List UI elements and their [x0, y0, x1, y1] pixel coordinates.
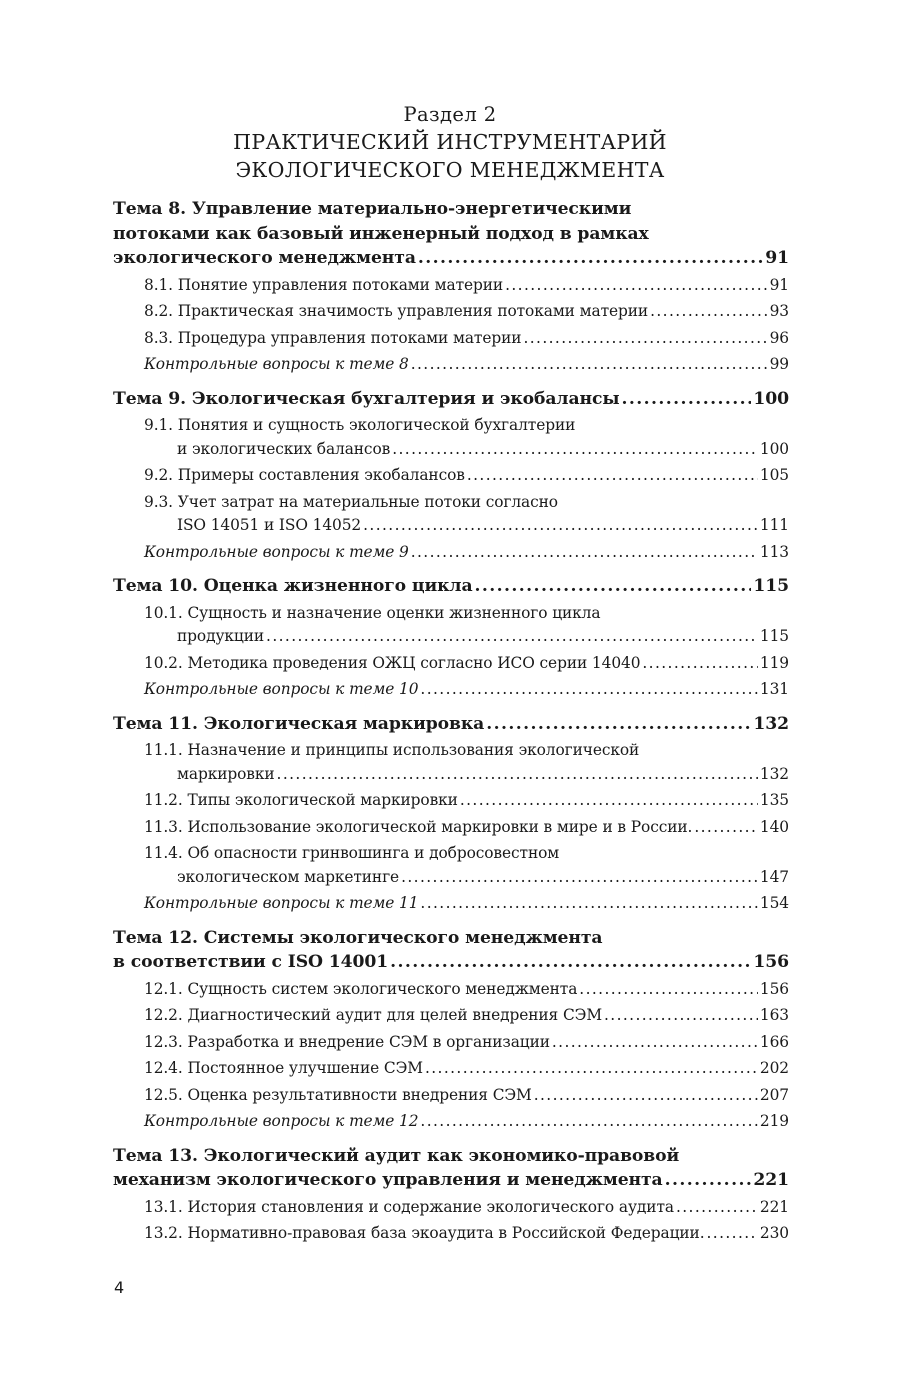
section-label: Раздел 2 [403, 103, 497, 126]
toc-entry-text: 11.2. Типы экологической маркировки [144, 791, 458, 809]
dot-leader [467, 464, 758, 488]
toc-entry-text: 13.1. История становления и содержание экологического аудита [144, 1197, 674, 1216]
topic-title[interactable] [113, 1144, 789, 1193]
dot-leader [390, 950, 751, 975]
topic-title-text: механизм экологического управления и менеджмента [113, 1170, 663, 1190]
dot-leader [579, 978, 758, 1002]
dot-leader [425, 1057, 758, 1081]
toc-entry[interactable] [113, 739, 789, 786]
toc-topic [113, 574, 789, 702]
toc-entry-page-number: 131 [759, 680, 789, 698]
toc-topic [113, 1144, 789, 1246]
toc-entry[interactable] [113, 842, 789, 889]
toc-entry[interactable] [113, 1222, 789, 1246]
toc-entry-last-line [144, 1084, 789, 1108]
toc-entry-last-line [144, 789, 789, 813]
toc-entry-line: 11.1. Назначение и принципы использования экологической [144, 741, 640, 759]
topic-title-last-line [113, 574, 789, 599]
topic-page-number: 91 [765, 248, 789, 268]
toc-review-questions[interactable] [113, 1110, 789, 1134]
toc-entry[interactable] [113, 300, 789, 324]
toc-topic [113, 712, 789, 916]
toc-entry[interactable] [113, 491, 789, 538]
toc-entry-last-line [144, 678, 789, 702]
toc-entry-last-line [144, 1004, 789, 1028]
dot-leader [523, 327, 767, 351]
topic-title-text: Тема 11. Экологическая маркировка [113, 713, 485, 734]
toc-entry-line: 11.4. Об опасности гринвошинга и добросовестном [144, 844, 560, 862]
toc-entry[interactable] [113, 816, 789, 840]
toc-entry-last-line [144, 978, 789, 1002]
toc-entry[interactable] [113, 1196, 789, 1220]
dot-leader [418, 246, 763, 271]
toc-entry-text: Контрольные вопросы к теме 8 [144, 355, 409, 373]
dot-leader [411, 353, 768, 377]
toc-entry-page-number: 147 [759, 867, 789, 886]
topic-title[interactable] [113, 387, 789, 412]
toc-topic [113, 387, 789, 565]
toc-entry-last-line [144, 327, 789, 351]
toc-entry-last-line [144, 514, 789, 538]
dot-leader [460, 789, 758, 813]
topic-title-last-line [113, 387, 789, 412]
toc-entry-page-number: 202 [759, 1059, 789, 1077]
toc-entry[interactable] [113, 464, 789, 488]
toc-entry-text: Контрольные вопросы к теме 12 [144, 1112, 419, 1130]
toc-review-questions[interactable] [113, 678, 789, 702]
toc-entry-page-number: 113 [759, 542, 789, 561]
dot-leader [486, 712, 751, 737]
dot-leader [694, 816, 758, 840]
toc-entry-page-number: 163 [759, 1006, 789, 1024]
topic-title-text: Тема 10. Оценка жизненного цикла [113, 576, 473, 596]
toc-review-questions[interactable] [113, 541, 789, 565]
toc-entry-text: 11.3. Использование экологической маркировки в мире и в России. [144, 817, 693, 836]
topic-title-last-line [113, 950, 789, 975]
dot-leader [676, 1196, 758, 1220]
toc-entry-line: 10.1. Сущность и назначение оценки жизненного цикла [144, 603, 601, 622]
toc-entry-page-number: 166 [759, 1032, 789, 1051]
toc-entry-page-number: 156 [759, 979, 789, 998]
toc-entry-text: ISO 14051 и ISO 14052 [177, 516, 362, 534]
topic-title-line: потоками как базовый инженерный подход в рамках [113, 223, 649, 244]
topic-title-text: в соответствии с ISO 14001 [113, 952, 389, 972]
topic-title-last-line [113, 712, 789, 737]
toc-entry-last-line [144, 1031, 789, 1055]
toc-entry-last-line [144, 816, 789, 840]
dot-leader [707, 1222, 758, 1246]
topic-page-number: 156 [753, 952, 789, 972]
toc-entry[interactable] [113, 1084, 789, 1108]
toc-entry-page-number: 100 [759, 439, 789, 458]
toc-entry-last-line [144, 1057, 789, 1081]
dot-leader [642, 652, 758, 676]
toc-entry[interactable] [113, 1031, 789, 1055]
toc-entry-page-number: 230 [759, 1224, 789, 1242]
topic-title-text: экологического менеджмента [113, 248, 416, 268]
toc-entry-last-line [144, 1110, 789, 1134]
toc-entry-text: 9.2. Примеры составления экобалансов [144, 466, 465, 484]
toc-entry-page-number: 93 [769, 302, 789, 320]
toc-entry-last-line [144, 1222, 789, 1246]
toc-entry-page-number: 140 [759, 817, 789, 836]
section-header [0, 102, 900, 184]
toc-entry-line: 9.1. Понятия и сущность экологической бухгалтерии [144, 416, 576, 434]
toc-entry-last-line [144, 652, 789, 676]
toc-entry-text: и экологических балансов [177, 439, 391, 458]
toc-entry-last-line [144, 438, 789, 462]
toc-entry[interactable] [113, 1004, 789, 1028]
topic-page-number: 132 [753, 713, 789, 734]
toc-entry-page-number: 99 [769, 355, 789, 373]
toc-entry-text: 12.1. Сущность систем экологического менеджмента [144, 979, 578, 998]
toc-entry-page-number: 207 [759, 1085, 789, 1104]
toc-entry-text: 12.3. Разработка и внедрение СЭМ в организации [144, 1032, 550, 1051]
toc-entry-last-line [144, 274, 789, 298]
section-title-line-2: ЭКОЛОГИЧЕСКОГО МЕНЕДЖМЕНТА [235, 158, 665, 182]
toc-entry[interactable] [113, 327, 789, 351]
topic-page-number: 100 [753, 388, 789, 409]
toc-entry-text: продукции [177, 627, 265, 645]
topic-title-text: Тема 9. Экологическая бухгалтерия и экобалансы [113, 388, 620, 409]
toc-entry-text: Контрольные вопросы к теме 11 [144, 894, 419, 912]
toc-entry[interactable] [113, 274, 789, 298]
table-of-contents [113, 197, 789, 1249]
topic-title-last-line [113, 1168, 789, 1193]
dot-leader [420, 1110, 758, 1134]
dot-leader [552, 1031, 758, 1055]
toc-entry-last-line [144, 353, 789, 377]
toc-entry-page-number: 154 [759, 894, 789, 912]
topic-title-last-line [113, 246, 789, 271]
toc-entry-last-line [144, 866, 789, 890]
toc-entry[interactable] [113, 789, 789, 813]
toc-entry-last-line [144, 1196, 789, 1220]
toc-entry-page-number: 135 [759, 791, 789, 809]
topic-title[interactable] [113, 197, 789, 271]
dot-leader [392, 438, 758, 462]
toc-entry-text: 12.5. Оценка результативности внедрения СЭМ [144, 1085, 532, 1104]
toc-entry-page-number: 132 [759, 764, 789, 783]
dot-leader [665, 1168, 752, 1193]
dot-leader [650, 300, 768, 324]
topic-title[interactable] [113, 712, 789, 737]
toc-entry-last-line [144, 763, 789, 787]
toc-review-questions[interactable] [113, 353, 789, 377]
toc-entry-page-number: 96 [769, 328, 789, 347]
dot-leader [363, 514, 758, 538]
toc-entry-page-number: 111 [759, 516, 789, 534]
toc-entry-page-number: 119 [759, 653, 789, 672]
toc-entry-text: 12.2. Диагностический аудит для целей внедрения СЭМ [144, 1006, 602, 1024]
toc-entry[interactable] [113, 978, 789, 1002]
toc-entry-page-number: 115 [759, 627, 789, 645]
topic-title-line: Тема 12. Системы экологического менеджмента [113, 927, 603, 948]
toc-entry-page-number: 221 [759, 1197, 789, 1216]
dot-leader [401, 866, 758, 890]
toc-entry-text: Контрольные вопросы к теме 9 [144, 542, 409, 561]
toc-entry[interactable] [113, 602, 789, 649]
toc-entry-last-line [144, 300, 789, 324]
toc-entry-last-line [144, 892, 789, 916]
topic-page-number: 115 [753, 576, 789, 596]
toc-entry-text: 10.2. Методика проведения ОЖЦ согласно ИСО серии 14040 [144, 653, 641, 672]
toc-entry[interactable] [113, 1057, 789, 1081]
toc-entry-last-line [144, 625, 789, 649]
toc-entry-text: Контрольные вопросы к теме 10 [144, 680, 419, 698]
dot-leader [534, 1084, 758, 1108]
toc-review-questions[interactable] [113, 892, 789, 916]
toc-entry-page-number: 105 [759, 466, 789, 484]
topic-page-number: 221 [753, 1170, 789, 1190]
page-number: 4 [114, 1278, 125, 1297]
toc-entry-text: 8.3. Процедура управления потоками материи [144, 328, 522, 347]
dot-leader [277, 763, 758, 787]
toc-entry-line: 9.3. Учет затрат на материальные потоки согласно [144, 492, 558, 511]
dot-leader [420, 892, 758, 916]
toc-entry-text: 13.2. Нормативно-правовая база экоаудита в Российской Федерации. [144, 1224, 705, 1242]
topic-title[interactable] [113, 574, 789, 599]
dot-leader [411, 541, 758, 565]
toc-topic [113, 197, 789, 377]
toc-entry-last-line [144, 541, 789, 565]
toc-entry-text: 8.1. Понятие управления потоками материи [144, 275, 504, 294]
dot-leader [474, 574, 751, 599]
dot-leader [621, 387, 751, 412]
toc-entry-text: 8.2. Практическая значимость управления потоками материи [144, 302, 649, 320]
dot-leader [420, 678, 758, 702]
dot-leader [266, 625, 758, 649]
toc-topic [113, 926, 789, 1134]
toc-entry-text: экологическом маркетинге [177, 867, 400, 886]
toc-entry-page-number: 219 [759, 1112, 789, 1130]
toc-entry[interactable] [113, 414, 789, 461]
dot-leader [604, 1004, 758, 1028]
dot-leader [505, 274, 768, 298]
toc-entry-page-number: 91 [769, 275, 789, 294]
topic-title-line: Тема 8. Управление материально-энергетическими [113, 199, 632, 219]
toc-entry-text: 12.4. Постоянное улучшение СЭМ [144, 1059, 423, 1077]
section-title-line-1: ПРАКТИЧЕСКИЙ ИНСТРУМЕНТАРИЙ [233, 130, 667, 154]
topic-title[interactable] [113, 926, 789, 975]
topic-title-line: Тема 13. Экологический аудит как экономико-правовой [113, 1145, 680, 1166]
toc-entry-text: маркировки [177, 764, 275, 783]
toc-entry[interactable] [113, 652, 789, 676]
toc-entry-last-line [144, 464, 789, 488]
